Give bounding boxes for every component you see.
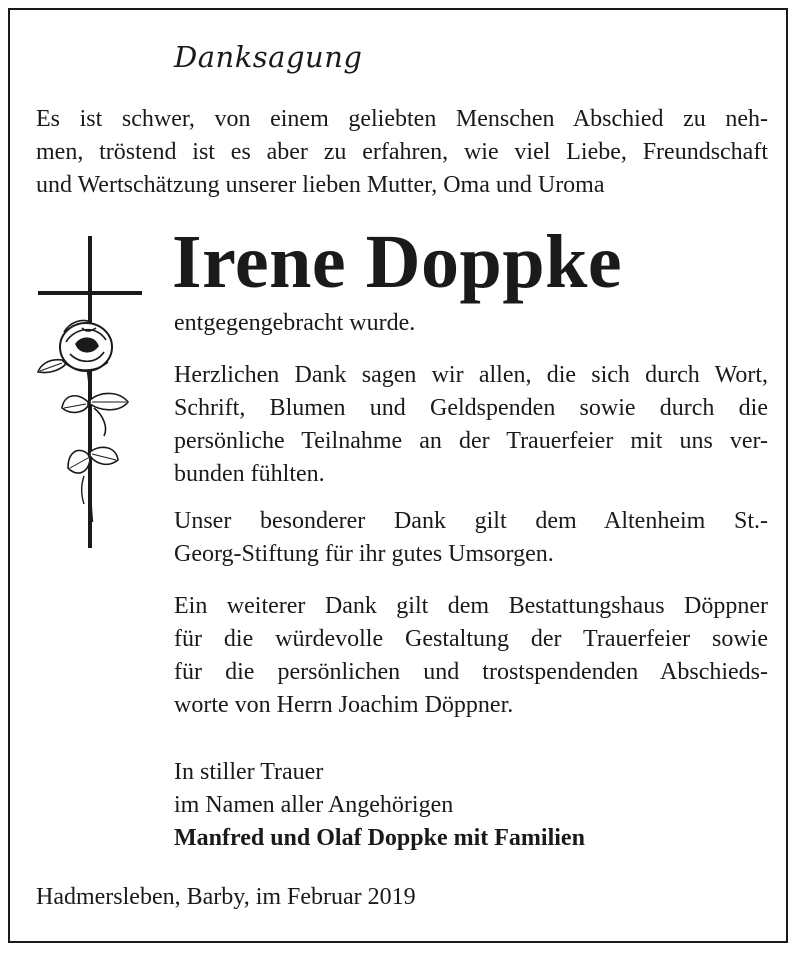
intro-paragraph	[36, 103, 768, 202]
funeral-line: worte von Herrn Joachim Döppner.	[174, 692, 514, 718]
home-paragraph	[174, 505, 768, 571]
home-line: Unser besonderer Dank gilt dem Altenheim St.-	[174, 508, 768, 534]
thanks-paragraph	[174, 359, 768, 491]
intro-line: men, tröstend ist es aber zu erfahren, wie viel Liebe, Freundschaft	[36, 139, 768, 165]
home-line: Georg-Stiftung für ihr gutes Umsorgen.	[174, 541, 554, 567]
signers: Manfred und Olaf Doppke mit Familien	[174, 825, 585, 851]
closing-line-1: In stiller Trauer	[174, 759, 324, 785]
received-text: entgegengebracht wurde.	[174, 310, 416, 336]
thanks-line: bunden fühlten.	[174, 461, 325, 487]
thanks-line: Herzlichen Dank sagen wir allen, die sich durch Wort,	[174, 362, 768, 388]
funeral-line: Ein weiterer Dank gilt dem Bestattungshaus Döppner	[174, 593, 768, 619]
thanks-line: Schrift, Blumen und Geldspenden sowie durch die	[174, 395, 768, 421]
intro-line: und Wertschätzung unserer lieben Mutter, Oma und Uroma	[36, 172, 605, 198]
notice-heading: Danksagung	[174, 40, 363, 74]
closing-line-2: im Namen aller Angehörigen	[174, 792, 454, 818]
cross-with-rose	[34, 232, 146, 552]
funeral-line: für die persönlichen und trostspendenden Abschieds-	[174, 659, 768, 685]
received-line	[174, 307, 768, 340]
rose-icon	[38, 320, 128, 522]
funeral-paragraph	[174, 590, 768, 722]
funeral-line: für die würdevolle Gestaltung der Trauerfeier sowie	[174, 626, 768, 652]
thanks-line: persönliche Teilnahme an der Trauerfeier mit uns ver-	[174, 428, 768, 454]
place-and-date: Hadmersleben, Barby, im Februar 2019	[36, 884, 416, 910]
cross-icon	[34, 232, 146, 552]
intro-line: Es ist schwer, von einem geliebten Menschen Abschied zu neh-	[36, 106, 768, 132]
deceased-name: Irene Doppke	[172, 220, 623, 304]
